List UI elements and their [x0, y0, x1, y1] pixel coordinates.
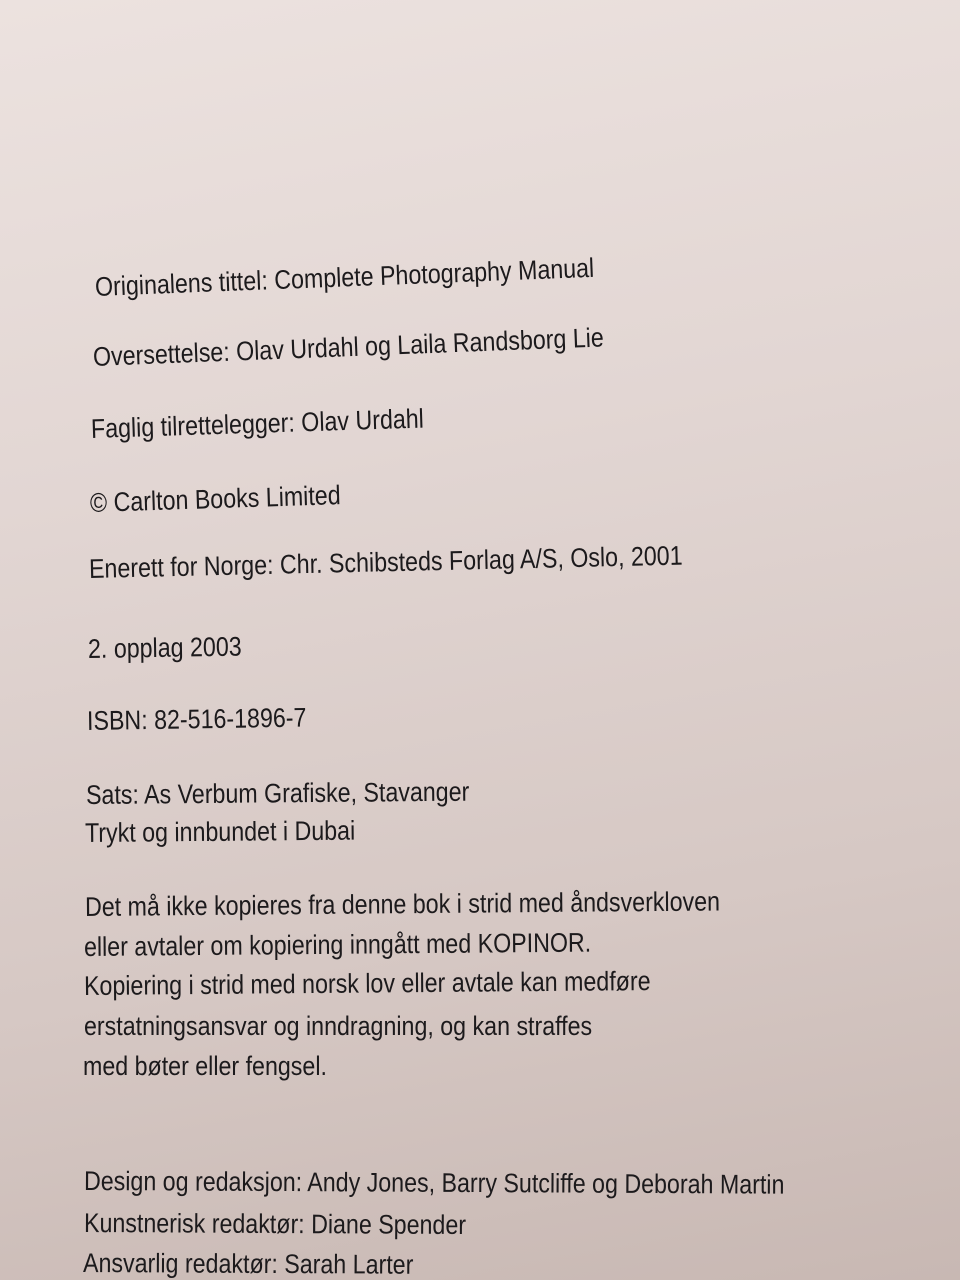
- translation-credit: Oversettelse: Olav Urdahl og Laila Randsborg Lie: [92, 322, 605, 372]
- typesetting: Sats: As Verbum Grafiske, Stavanger: [85, 776, 470, 810]
- isbn: ISBN: 82-516-1896-7: [86, 702, 307, 736]
- original-title: Originalens tittel: Complete Photography Manual: [94, 252, 595, 302]
- notice-line: eller avtaler om kopiering inngått med KOPINOR.: [83, 927, 592, 962]
- copyright-line: © Carlton Books Limited: [89, 480, 342, 518]
- technical-editor: Faglig tilrettelegger: Olav Urdahl: [90, 403, 425, 444]
- notice-line: med bøter eller fengsel.: [83, 1051, 327, 1081]
- notice-line: Det må ikke kopieres fra denne bok i strid med åndsverkloven: [84, 886, 721, 922]
- notice-line: Kopiering i strid med norsk lov eller avtale kan medføre: [83, 966, 651, 1001]
- credit-managing-editor: Ansvarlig redaktør: Sarah Larter: [82, 1248, 414, 1280]
- printed-in: Trykt og innbundet i Dubai: [84, 815, 356, 848]
- rights-norway: Enerett for Norge: Chr. Schibsteds Forlag A/S, Oslo, 2001: [88, 540, 683, 584]
- notice-line: erstatningsansvar og inndragning, og kan straffes: [84, 1011, 593, 1041]
- credit-art-editor: Kunstnerisk redaktør: Diane Spender: [83, 1208, 467, 1241]
- edition: 2. opplag 2003: [87, 631, 242, 664]
- credit-design: Design og redaksjon: Andy Jones, Barry Sutcliffe og Deborah Martin: [83, 1166, 785, 1200]
